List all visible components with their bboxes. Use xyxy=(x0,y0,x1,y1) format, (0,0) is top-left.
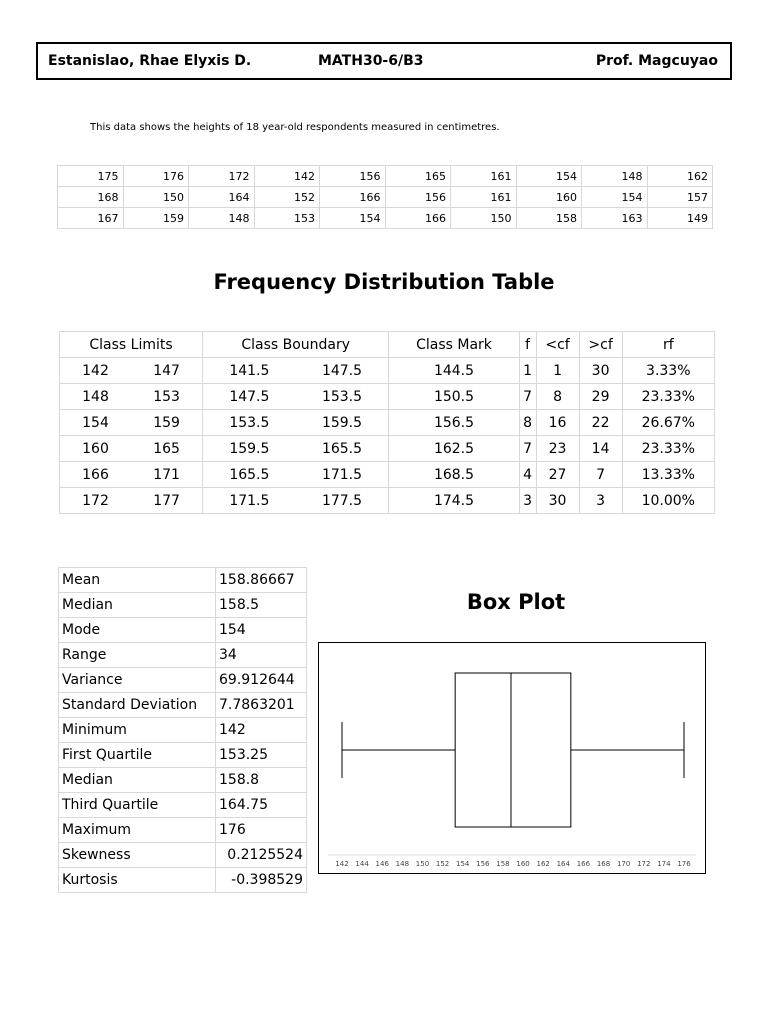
class-lower-limit: 172 xyxy=(60,488,132,514)
raw-data-row xyxy=(58,208,713,229)
x-tick-label: 172 xyxy=(637,860,651,868)
stat-row xyxy=(59,743,307,768)
frequency-cell: 4 xyxy=(519,462,536,488)
less-cf-cell: 1 xyxy=(536,358,579,384)
x-tick-label: 158 xyxy=(496,860,510,868)
class-lower-boundary: 159.5 xyxy=(203,436,296,462)
greater-cf-cell: 14 xyxy=(579,436,622,462)
raw-data-cell: 172 xyxy=(189,166,255,187)
raw-data-cell: 167 xyxy=(58,208,124,229)
stat-label: Median xyxy=(59,593,216,618)
raw-data-cell: 165 xyxy=(385,166,451,187)
x-tick-label: 144 xyxy=(355,860,369,868)
raw-data-cell: 142 xyxy=(254,166,320,187)
raw-data-cell: 148 xyxy=(582,166,648,187)
class-upper-boundary: 159.5 xyxy=(296,410,389,436)
stat-value: 158.5 xyxy=(216,593,307,618)
rf-cell: 10.00% xyxy=(622,488,714,514)
rf-cell: 13.33% xyxy=(622,462,714,488)
greater-cf-cell: 30 xyxy=(579,358,622,384)
fdt-row xyxy=(60,410,715,436)
x-tick-label: 148 xyxy=(395,860,410,868)
greater-cf-cell: 7 xyxy=(579,462,622,488)
stat-value: 0.2125524 xyxy=(216,843,307,868)
header-class-boundary: Class Boundary xyxy=(203,332,389,358)
frequency-cell: 7 xyxy=(519,436,536,462)
raw-data-cell: 156 xyxy=(320,166,386,187)
fdt-row xyxy=(60,384,715,410)
stat-row xyxy=(59,843,307,868)
class-lower-boundary: 141.5 xyxy=(203,358,296,384)
x-tick-label: 156 xyxy=(476,860,490,868)
raw-data-cell: 162 xyxy=(647,166,713,187)
raw-data-cell: 148 xyxy=(189,208,255,229)
stat-row xyxy=(59,868,307,893)
x-tick-label: 170 xyxy=(616,860,631,868)
iqr-box xyxy=(455,673,571,827)
stat-row xyxy=(59,818,307,843)
stat-row xyxy=(59,718,307,743)
class-upper-boundary: 171.5 xyxy=(296,462,389,488)
stat-label: Skewness xyxy=(59,843,216,868)
professor-name: Prof. Magcuyao xyxy=(595,53,718,69)
raw-data-cell: 154 xyxy=(582,187,648,208)
stat-value: 164.75 xyxy=(216,793,307,818)
class-mark-cell: 174.5 xyxy=(389,488,519,514)
raw-data-cell: 156 xyxy=(385,187,451,208)
raw-data-table xyxy=(57,165,713,229)
student-name: Estanislao, Rhae Elyxis D. xyxy=(48,53,252,69)
less-cf-cell: 23 xyxy=(536,436,579,462)
stat-row xyxy=(59,568,307,593)
intro-text: This data shows the heights of 18 year-old respondents measured in centimetres. xyxy=(90,122,500,133)
x-tick-label: 176 xyxy=(677,860,691,868)
stat-label: Mode xyxy=(59,618,216,643)
stat-row xyxy=(59,593,307,618)
course-code: MATH30-6/B3 xyxy=(318,53,424,69)
rf-cell: 23.33% xyxy=(622,384,714,410)
x-tick-label: 146 xyxy=(375,860,389,868)
stat-label: Kurtosis xyxy=(59,868,216,893)
stat-row xyxy=(59,693,307,718)
stat-label: Range xyxy=(59,643,216,668)
header-class-mark: Class Mark xyxy=(389,332,519,358)
class-lower-limit: 142 xyxy=(60,358,132,384)
stat-label: Median xyxy=(59,768,216,793)
raw-data-cell: 161 xyxy=(451,187,517,208)
raw-data-cell: 166 xyxy=(385,208,451,229)
greater-cf-cell: 3 xyxy=(579,488,622,514)
fdt-row xyxy=(60,436,715,462)
stat-label: Variance xyxy=(59,668,216,693)
stat-row xyxy=(59,618,307,643)
x-tick-label: 166 xyxy=(576,860,591,868)
stat-value: 158.8 xyxy=(216,768,307,793)
less-cf-cell: 8 xyxy=(536,384,579,410)
stat-label: Standard Deviation xyxy=(59,693,216,718)
header-less-cf: <cf xyxy=(536,332,579,358)
raw-data-cell: 164 xyxy=(189,187,255,208)
raw-data-cell: 150 xyxy=(123,187,189,208)
class-lower-limit: 154 xyxy=(60,410,132,436)
class-upper-boundary: 177.5 xyxy=(296,488,389,514)
class-lower-limit: 160 xyxy=(60,436,132,462)
x-tick-label: 142 xyxy=(335,860,349,868)
class-lower-limit: 166 xyxy=(60,462,132,488)
class-mark-cell: 162.5 xyxy=(389,436,519,462)
x-tick-label: 160 xyxy=(516,860,530,868)
box-plot-chart xyxy=(318,642,706,874)
raw-data-cell: 154 xyxy=(320,208,386,229)
header-box xyxy=(36,42,732,80)
stat-value: 158.86667 xyxy=(216,568,307,593)
frequency-cell: 7 xyxy=(519,384,536,410)
class-upper-boundary: 147.5 xyxy=(296,358,389,384)
raw-data-cell: 153 xyxy=(254,208,320,229)
fdt-row xyxy=(60,488,715,514)
frequency-cell: 3 xyxy=(519,488,536,514)
class-upper-limit: 177 xyxy=(131,488,203,514)
fdt-title: Frequency Distribution Table xyxy=(213,270,555,294)
rf-cell: 3.33% xyxy=(622,358,714,384)
stat-label: Third Quartile xyxy=(59,793,216,818)
stat-label: Mean xyxy=(59,568,216,593)
raw-data-cell: 152 xyxy=(254,187,320,208)
class-lower-boundary: 153.5 xyxy=(203,410,296,436)
raw-data-cell: 163 xyxy=(582,208,648,229)
class-mark-cell: 156.5 xyxy=(389,410,519,436)
less-cf-cell: 27 xyxy=(536,462,579,488)
stat-value: 154 xyxy=(216,618,307,643)
less-cf-cell: 30 xyxy=(536,488,579,514)
boxplot-title: Box Plot xyxy=(466,590,566,614)
stat-value: 7.7863201 xyxy=(216,693,307,718)
rf-cell: 26.67% xyxy=(622,410,714,436)
x-tick-label: 152 xyxy=(435,860,450,868)
x-tick-label: 154 xyxy=(456,860,470,868)
stat-row xyxy=(59,643,307,668)
header-rf: rf xyxy=(622,332,714,358)
header-f: f xyxy=(519,332,536,358)
x-tick-label: 174 xyxy=(657,860,671,868)
class-lower-boundary: 165.5 xyxy=(203,462,296,488)
rf-cell: 23.33% xyxy=(622,436,714,462)
frequency-cell: 8 xyxy=(519,410,536,436)
greater-cf-cell: 22 xyxy=(579,410,622,436)
raw-data-cell: 176 xyxy=(123,166,189,187)
fdt-row xyxy=(60,462,715,488)
raw-data-row xyxy=(58,187,713,208)
raw-data-cell: 168 xyxy=(58,187,124,208)
fdt-row xyxy=(60,358,715,384)
raw-data-cell: 175 xyxy=(58,166,124,187)
x-tick-label: 150 xyxy=(415,860,430,868)
stat-value: 142 xyxy=(216,718,307,743)
raw-data-cell: 158 xyxy=(516,208,582,229)
less-cf-cell: 16 xyxy=(536,410,579,436)
stat-value: 69.912644 xyxy=(216,668,307,693)
raw-data-cell: 166 xyxy=(320,187,386,208)
class-lower-boundary: 171.5 xyxy=(203,488,296,514)
raw-data-cell: 150 xyxy=(451,208,517,229)
stat-label: Maximum xyxy=(59,818,216,843)
stat-row xyxy=(59,668,307,693)
stat-label: Minimum xyxy=(59,718,216,743)
raw-data-cell: 154 xyxy=(516,166,582,187)
class-upper-boundary: 153.5 xyxy=(296,384,389,410)
stat-row xyxy=(59,793,307,818)
header-class-limits: Class Limits xyxy=(60,332,203,358)
class-upper-boundary: 165.5 xyxy=(296,436,389,462)
class-upper-limit: 159 xyxy=(131,410,203,436)
raw-data-cell: 160 xyxy=(516,187,582,208)
stat-value: 176 xyxy=(216,818,307,843)
x-tick-label: 162 xyxy=(536,860,550,868)
raw-data-cell: 157 xyxy=(647,187,713,208)
class-mark-cell: 168.5 xyxy=(389,462,519,488)
raw-data-cell: 161 xyxy=(451,166,517,187)
class-upper-limit: 153 xyxy=(131,384,203,410)
stat-label: First Quartile xyxy=(59,743,216,768)
frequency-distribution-table xyxy=(59,331,715,514)
fdt-header-row xyxy=(60,332,715,358)
class-upper-limit: 165 xyxy=(131,436,203,462)
stat-value: 34 xyxy=(216,643,307,668)
raw-data-cell: 149 xyxy=(647,208,713,229)
class-mark-cell: 150.5 xyxy=(389,384,519,410)
class-lower-limit: 148 xyxy=(60,384,132,410)
class-upper-limit: 171 xyxy=(131,462,203,488)
x-tick-label: 168 xyxy=(596,860,611,868)
stat-value: 153.25 xyxy=(216,743,307,768)
descriptive-statistics-table xyxy=(58,567,307,893)
raw-data-cell: 159 xyxy=(123,208,189,229)
class-mark-cell: 144.5 xyxy=(389,358,519,384)
frequency-cell: 1 xyxy=(519,358,536,384)
header-greater-cf: >cf xyxy=(579,332,622,358)
class-lower-boundary: 147.5 xyxy=(203,384,296,410)
raw-data-row xyxy=(58,166,713,187)
class-upper-limit: 147 xyxy=(131,358,203,384)
stat-row xyxy=(59,768,307,793)
x-tick-label: 164 xyxy=(556,860,570,868)
greater-cf-cell: 29 xyxy=(579,384,622,410)
stat-value: -0.398529 xyxy=(216,868,307,893)
